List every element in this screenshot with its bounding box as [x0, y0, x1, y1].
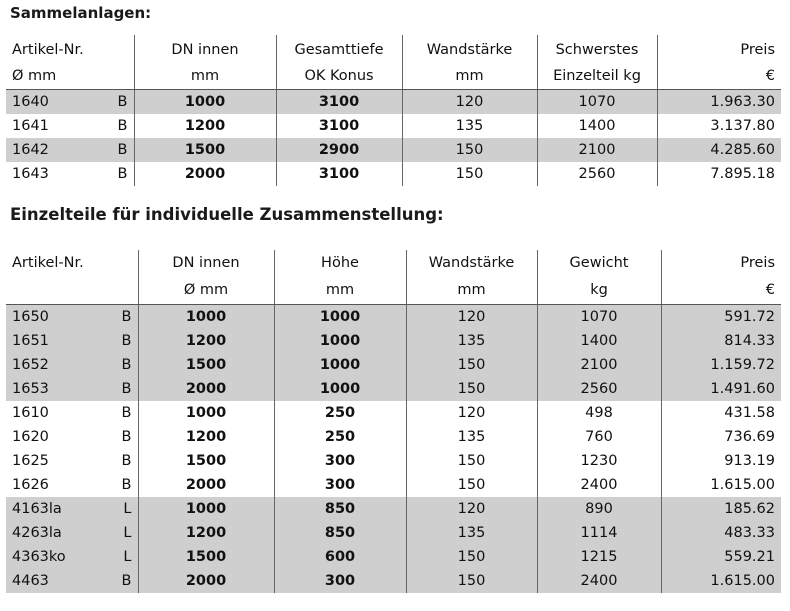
header-preis: Preis — [661, 250, 781, 277]
article-number: 1643 — [12, 166, 49, 182]
header-unit-empty — [6, 277, 138, 305]
cell-price: 1.491.60 — [661, 377, 781, 401]
article-type: B — [121, 429, 132, 445]
table-row — [6, 329, 781, 353]
cell-wall: 135 — [406, 521, 537, 545]
header-dn-innen: DN innen — [134, 35, 276, 63]
cell-artikel — [6, 521, 138, 545]
table-row — [6, 353, 781, 377]
cell-price: 559.21 — [661, 545, 781, 569]
table-row — [6, 545, 781, 569]
header-gesamttiefe: Gesamttiefe — [276, 35, 402, 63]
cell-weight: 1230 — [537, 449, 661, 473]
cell-depth: 850 — [274, 521, 406, 545]
cell-depth: 300 — [274, 473, 406, 497]
cell-dn: 1500 — [138, 449, 274, 473]
cell-depth: 1000 — [274, 329, 406, 353]
cell-artikel — [6, 305, 138, 330]
table-row — [6, 138, 781, 162]
table-row — [6, 425, 781, 449]
header-hoehe: Höhe — [274, 250, 406, 277]
table-row — [6, 449, 781, 473]
table-row — [6, 162, 781, 186]
cell-depth: 300 — [274, 449, 406, 473]
cell-wall: 135 — [406, 425, 537, 449]
article-type: L — [123, 525, 132, 541]
cell-wall: 150 — [406, 449, 537, 473]
article-number: 1652 — [12, 357, 49, 373]
cell-weight: 1400 — [537, 329, 661, 353]
cell-weight: 1215 — [537, 545, 661, 569]
header-unit-mm: mm — [402, 63, 537, 90]
article-type: B — [121, 573, 132, 589]
table-row — [6, 114, 781, 138]
cell-dn: 2000 — [138, 569, 274, 593]
header-unit-dm: Ø mm — [6, 63, 134, 90]
header-artikel-nr: Artikel-Nr. — [12, 41, 84, 58]
table-row — [6, 497, 781, 521]
cell-depth: 1000 — [274, 353, 406, 377]
cell-dn: 1500 — [138, 353, 274, 377]
cell-artikel — [6, 329, 138, 353]
cell-artikel — [6, 545, 138, 569]
header-unit-euro: € — [657, 63, 781, 90]
cell-price: 1.615.00 — [661, 569, 781, 593]
cell-artikel — [6, 90, 134, 115]
article-number: 1626 — [12, 477, 49, 493]
cell-price: 1.159.72 — [661, 353, 781, 377]
cell-dn: 1500 — [138, 545, 274, 569]
article-number: 1642 — [12, 142, 49, 158]
cell-wall: 120 — [402, 90, 537, 115]
article-number: 1651 — [12, 333, 49, 349]
cell-dn: 1500 — [134, 138, 276, 162]
table-row — [6, 377, 781, 401]
cell-depth: 1000 — [274, 377, 406, 401]
article-number: 1625 — [12, 453, 49, 469]
cell-dn: 1000 — [138, 401, 274, 425]
header-unit-euro: € — [661, 277, 781, 305]
cell-dn: 1000 — [138, 497, 274, 521]
article-number: 1641 — [12, 118, 49, 134]
table-row — [6, 305, 781, 330]
article-type: B — [121, 477, 132, 493]
cell-weight: 760 — [537, 425, 661, 449]
cell-price: 1.615.00 — [661, 473, 781, 497]
section-title-sammelanlagen: Sammelanlagen: — [10, 4, 152, 22]
cell-weight: 2100 — [537, 138, 657, 162]
article-number: 1653 — [12, 381, 49, 397]
table-row — [6, 521, 781, 545]
cell-price: 913.19 — [661, 449, 781, 473]
einzelteile-table — [6, 250, 781, 593]
cell-depth: 3100 — [276, 114, 402, 138]
table-row — [6, 401, 781, 425]
header-gewicht: Gewicht — [537, 250, 661, 277]
article-type: B — [121, 309, 132, 325]
cell-dn: 2000 — [134, 162, 276, 186]
header-wandstaerke: Wandstärke — [402, 35, 537, 63]
cell-wall: 150 — [402, 138, 537, 162]
cell-weight: 890 — [537, 497, 661, 521]
cell-weight: 1070 — [537, 305, 661, 330]
article-type: B — [117, 166, 128, 182]
cell-weight: 1114 — [537, 521, 661, 545]
cell-artikel — [6, 569, 138, 593]
cell-weight: 498 — [537, 401, 661, 425]
cell-artikel — [6, 497, 138, 521]
einzelteile-rows — [6, 305, 781, 594]
cell-depth: 3100 — [276, 90, 402, 115]
header-wandstaerke: Wandstärke — [406, 250, 537, 277]
article-number: 4163la — [12, 501, 62, 517]
cell-wall: 120 — [406, 497, 537, 521]
table-row — [6, 90, 781, 115]
cell-price: 7.895.18 — [657, 162, 781, 186]
cell-depth: 250 — [274, 401, 406, 425]
sammelanlagen-table — [6, 35, 781, 186]
cell-artikel — [6, 353, 138, 377]
cell-dn: 1200 — [138, 329, 274, 353]
cell-weight: 2560 — [537, 377, 661, 401]
cell-wall: 120 — [406, 305, 537, 330]
header-unit-ok-konus: OK Konus — [276, 63, 402, 90]
article-type: B — [121, 333, 132, 349]
cell-weight: 2560 — [537, 162, 657, 186]
table-row — [6, 569, 781, 593]
article-type: B — [117, 94, 128, 110]
cell-artikel — [6, 401, 138, 425]
cell-price: 1.963.30 — [657, 90, 781, 115]
article-type: L — [123, 549, 132, 565]
cell-depth: 850 — [274, 497, 406, 521]
section-title-einzelteile: Einzelteile für individuelle Zusammenstellung: — [10, 205, 444, 224]
cell-depth: 1000 — [274, 305, 406, 330]
article-number: 1650 — [12, 309, 49, 325]
cell-wall: 150 — [402, 162, 537, 186]
cell-weight: 1070 — [537, 90, 657, 115]
sammelanlagen-rows — [6, 90, 781, 187]
cell-dn: 1000 — [138, 305, 274, 330]
cell-weight: 1400 — [537, 114, 657, 138]
cell-wall: 150 — [406, 473, 537, 497]
cell-wall: 135 — [402, 114, 537, 138]
cell-depth: 2900 — [276, 138, 402, 162]
cell-depth: 250 — [274, 425, 406, 449]
cell-price: 736.69 — [661, 425, 781, 449]
header-unit-kg: kg — [537, 277, 661, 305]
header-artikel-nr: Artikel-Nr. — [12, 255, 84, 271]
article-type: B — [121, 357, 132, 373]
header-unit-mm: mm — [274, 277, 406, 305]
cell-wall: 135 — [406, 329, 537, 353]
cell-price: 3.137.80 — [657, 114, 781, 138]
article-type: B — [117, 118, 128, 134]
header-unit-mm: mm — [134, 63, 276, 90]
header-unit-dm: Ø mm — [138, 277, 274, 305]
cell-price: 591.72 — [661, 305, 781, 330]
cell-dn: 1200 — [138, 521, 274, 545]
cell-artikel — [6, 473, 138, 497]
cell-depth: 3100 — [276, 162, 402, 186]
article-type: B — [121, 453, 132, 469]
cell-weight: 2400 — [537, 569, 661, 593]
table-row — [6, 473, 781, 497]
article-number: 4463 — [12, 573, 49, 589]
cell-dn: 1200 — [138, 425, 274, 449]
cell-artikel — [6, 425, 138, 449]
cell-depth: 600 — [274, 545, 406, 569]
article-number: 4263la — [12, 525, 62, 541]
article-number: 4363ko — [12, 549, 66, 565]
cell-artikel — [6, 377, 138, 401]
cell-wall: 150 — [406, 377, 537, 401]
header-schwerstes: Schwerstes — [537, 35, 657, 63]
cell-artikel — [6, 138, 134, 162]
article-type: L — [123, 501, 132, 517]
cell-price: 814.33 — [661, 329, 781, 353]
cell-dn: 2000 — [138, 377, 274, 401]
header-dn-innen: DN innen — [138, 250, 274, 277]
cell-price: 483.33 — [661, 521, 781, 545]
cell-dn: 2000 — [138, 473, 274, 497]
cell-depth: 300 — [274, 569, 406, 593]
cell-price: 4.285.60 — [657, 138, 781, 162]
cell-wall: 150 — [406, 353, 537, 377]
cell-artikel — [6, 449, 138, 473]
cell-wall: 150 — [406, 545, 537, 569]
header-unit-mm: mm — [406, 277, 537, 305]
header-unit-kg: Einzelteil kg — [537, 63, 657, 90]
article-type: B — [117, 142, 128, 158]
cell-wall: 120 — [406, 401, 537, 425]
article-number: 1620 — [12, 429, 49, 445]
cell-dn: 1200 — [134, 114, 276, 138]
cell-price: 185.62 — [661, 497, 781, 521]
article-number: 1640 — [12, 94, 49, 110]
cell-dn: 1000 — [134, 90, 276, 115]
article-type: B — [121, 405, 132, 421]
cell-weight: 2400 — [537, 473, 661, 497]
article-type: B — [121, 381, 132, 397]
cell-artikel — [6, 162, 134, 186]
cell-wall: 150 — [406, 569, 537, 593]
cell-price: 431.58 — [661, 401, 781, 425]
article-number: 1610 — [12, 405, 49, 421]
header-preis: Preis — [657, 35, 781, 63]
cell-weight: 2100 — [537, 353, 661, 377]
cell-artikel — [6, 114, 134, 138]
